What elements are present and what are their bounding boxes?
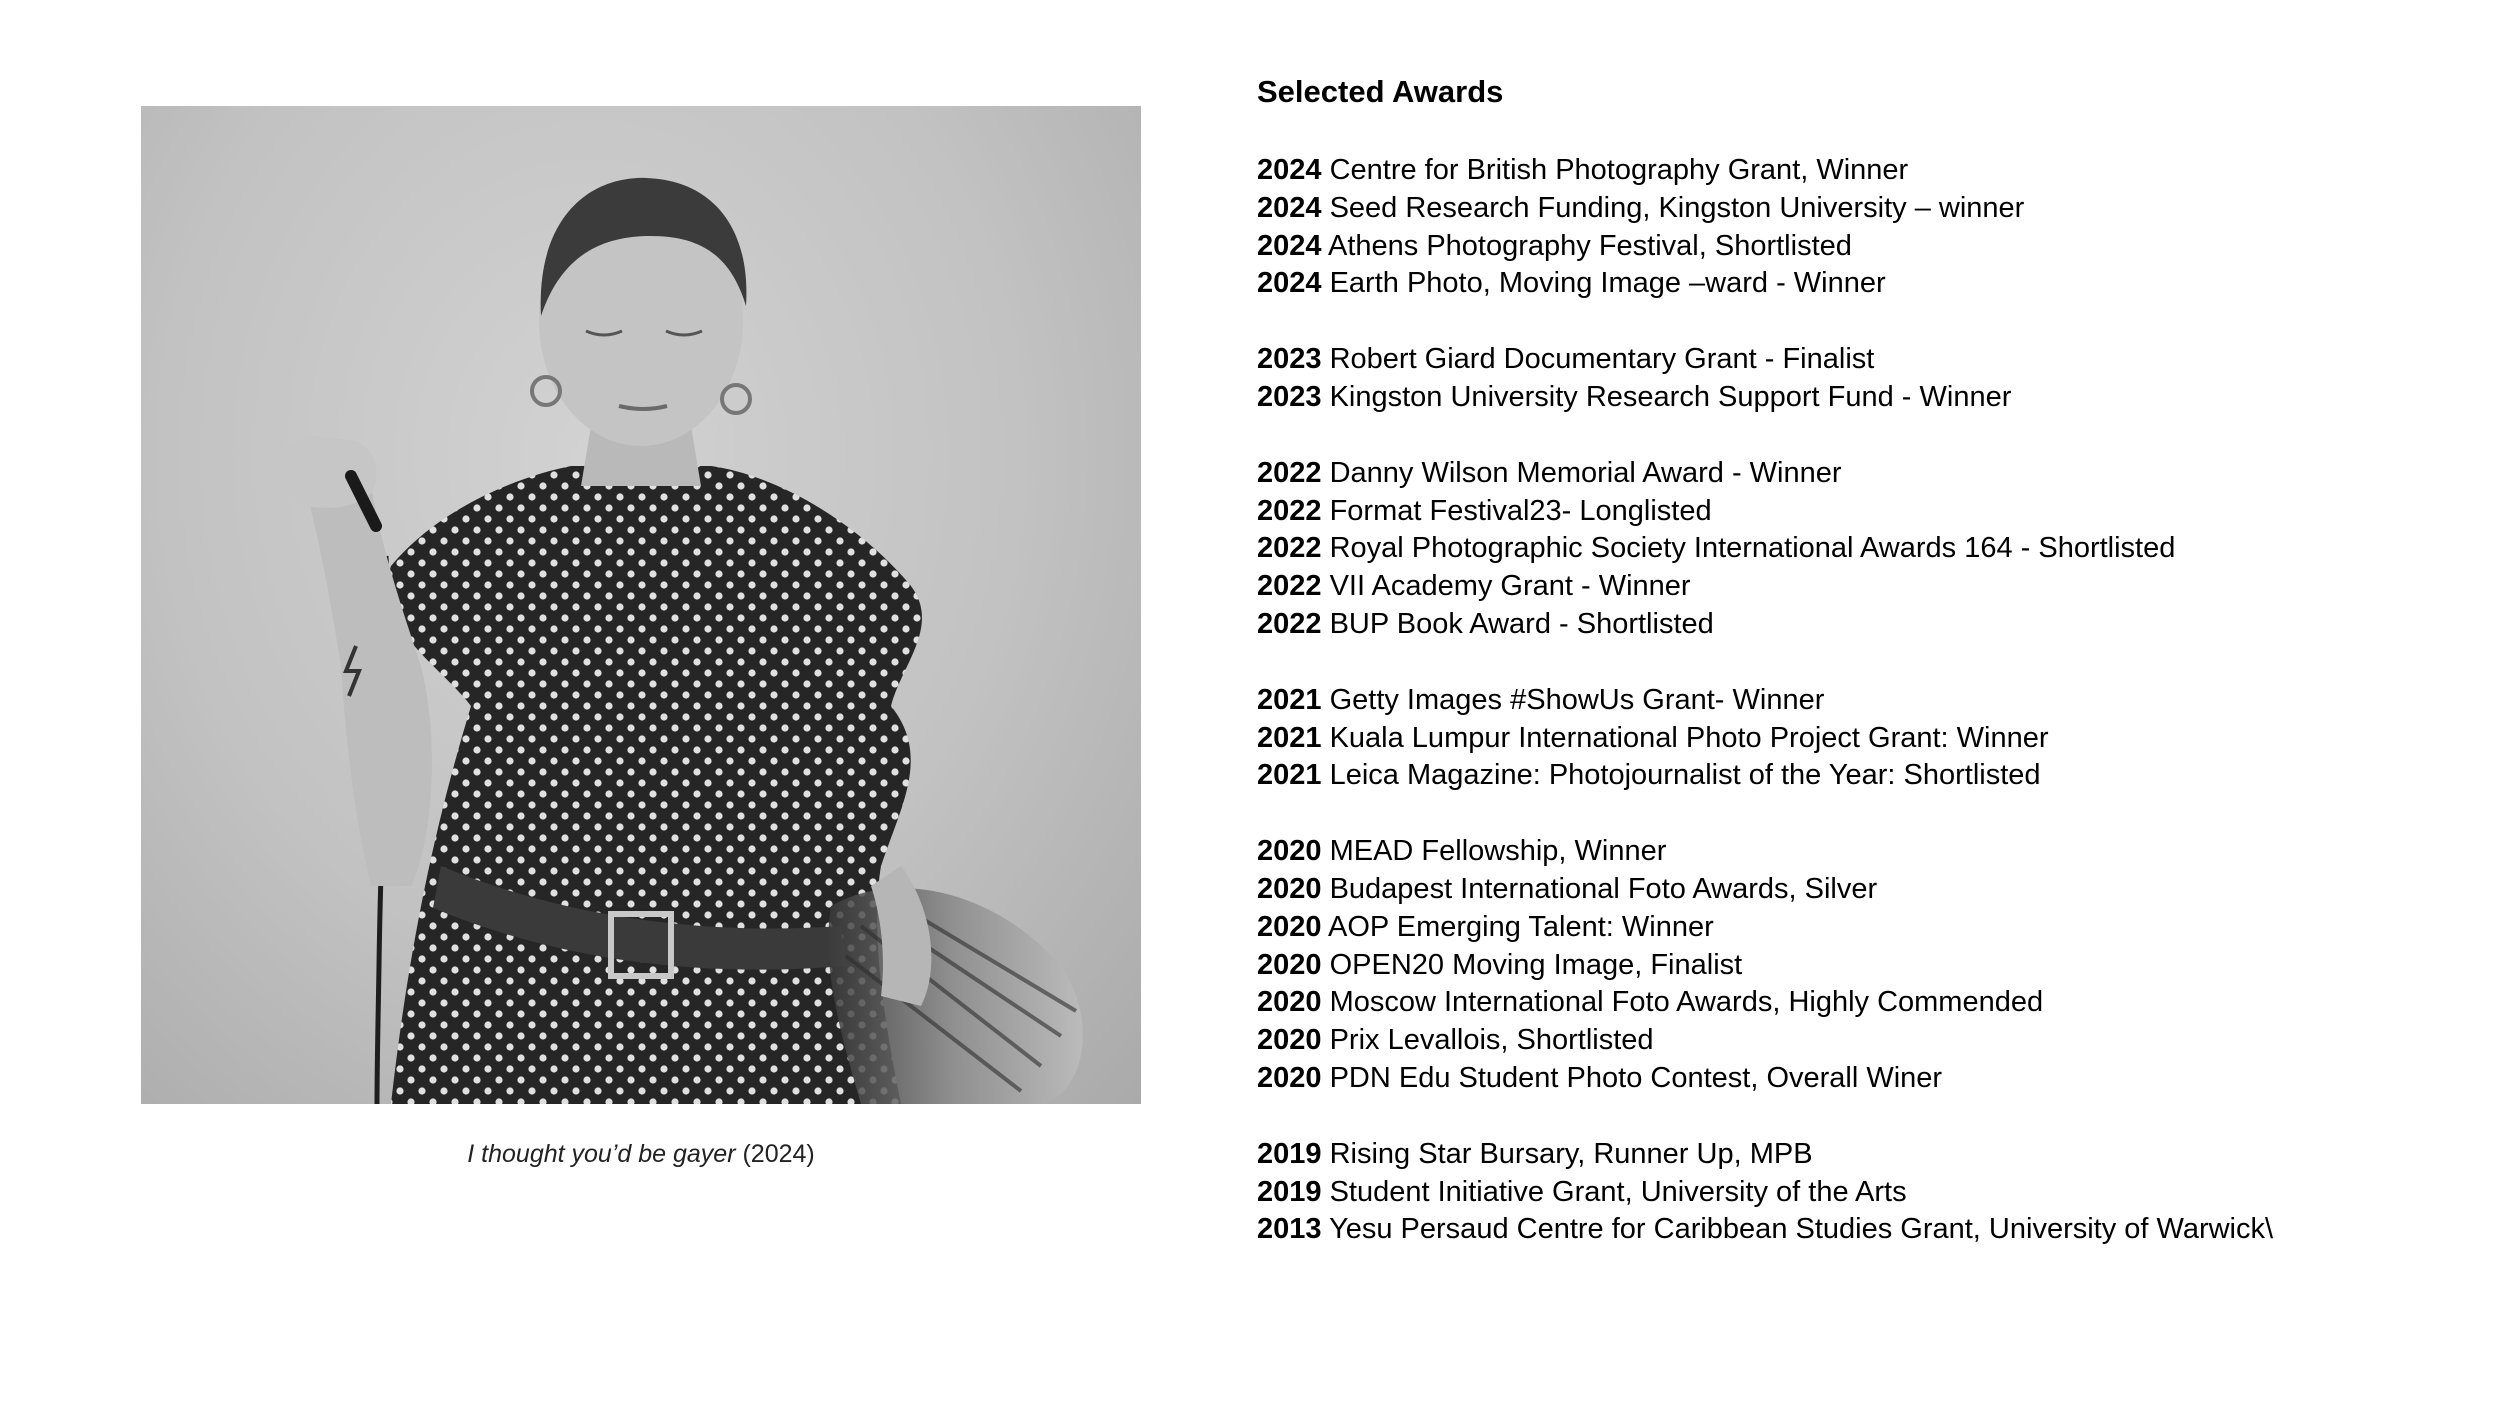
award-item — [1257, 152, 2477, 190]
award-item — [1257, 265, 2477, 303]
award-year: 2024 — [1257, 267, 1322, 300]
award-text: Format Festival23- Longlisted — [1329, 494, 1712, 527]
award-group-2020 — [1257, 833, 2477, 1098]
award-item — [1257, 568, 2477, 606]
award-year: 2022 — [1257, 494, 1322, 527]
award-text: Athens Photography Festival, Shortlisted — [1327, 229, 1852, 262]
award-text: Budapest International Foto Awards, Silver — [1329, 872, 1878, 905]
award-year: 2020 — [1257, 948, 1322, 981]
award-item — [1257, 1022, 2477, 1060]
award-text: Danny Wilson Memorial Award - Winner — [1329, 456, 1842, 489]
award-year: 2024 — [1257, 191, 1322, 224]
award-year: 2022 — [1257, 532, 1322, 565]
award-item — [1257, 1211, 2477, 1249]
award-text: Centre for British Photography Grant, Winner — [1329, 154, 1909, 186]
award-text: Student Initiative Grant, University of the Arts — [1329, 1175, 1907, 1208]
photo-caption — [141, 1140, 1141, 1169]
award-group-2024 — [1257, 152, 2477, 303]
award-year: 2024 — [1257, 154, 1322, 186]
award-text: Rising Star Bursary, Runner Up, MPB — [1329, 1137, 1813, 1170]
award-year: 2019 — [1257, 1137, 1322, 1170]
awards-section — [1257, 72, 2477, 1287]
award-item — [1257, 833, 2477, 871]
award-item — [1257, 1136, 2477, 1174]
award-year: 2020 — [1257, 872, 1322, 905]
award-year: 2019 — [1257, 1175, 1322, 1208]
award-text: Leica Magazine: Photojournalist of the Year: Shortlisted — [1329, 759, 2041, 792]
award-text: Royal Photographic Society International Awards 164 - Shortlisted — [1329, 532, 2176, 565]
award-year: 2022 — [1257, 607, 1322, 640]
award-year: 2021 — [1257, 683, 1322, 716]
award-text: VII Academy Grant - Winner — [1329, 570, 1691, 603]
award-item — [1257, 757, 2477, 795]
award-year: 2023 — [1257, 380, 1322, 413]
award-item — [1257, 228, 2477, 266]
award-item — [1257, 1060, 2477, 1098]
award-text: MEAD Fellowship, Winner — [1329, 835, 1667, 868]
award-year: 2021 — [1257, 721, 1322, 754]
award-item — [1257, 947, 2477, 985]
award-text: Moscow International Foto Awards, Highly Commended — [1329, 986, 2044, 1019]
award-group-2019 — [1257, 1136, 2477, 1249]
award-year: 2020 — [1257, 1024, 1322, 1057]
award-text: Getty Images #ShowUs Grant- Winner — [1329, 683, 1825, 716]
award-item — [1257, 190, 2477, 228]
award-item — [1257, 606, 2477, 644]
award-group-2022 — [1257, 455, 2477, 644]
award-year: 2020 — [1257, 910, 1322, 943]
award-item — [1257, 341, 2477, 379]
award-item — [1257, 720, 2477, 758]
award-text: Robert Giard Documentary Grant - Finalist — [1329, 343, 1875, 376]
award-item — [1257, 530, 2477, 568]
award-item — [1257, 909, 2477, 947]
award-text: Yesu Persaud Centre for Caribbean Studies Grant, University of Warwick\ — [1329, 1213, 2274, 1246]
award-item — [1257, 1174, 2477, 1212]
award-text: Seed Research Funding, Kingston University – winner — [1329, 191, 2025, 224]
award-year: 2020 — [1257, 835, 1322, 868]
award-item — [1257, 455, 2477, 493]
award-text: Kingston University Research Support Fund - Winner — [1329, 380, 2012, 413]
award-year: 2013 — [1257, 1213, 1322, 1246]
award-year: 2023 — [1257, 343, 1322, 376]
award-text: Kuala Lumpur International Photo Project Grant: Winner — [1329, 721, 2049, 754]
award-item — [1257, 682, 2477, 720]
award-year: 2024 — [1257, 229, 1322, 262]
award-group-2023 — [1257, 341, 2477, 417]
award-group-2021 — [1257, 682, 2477, 795]
award-item — [1257, 379, 2477, 417]
award-text: Prix Levallois, Shortlisted — [1329, 1024, 1654, 1057]
award-text: PDN Edu Student Photo Contest, Overall Winer — [1329, 1061, 1943, 1094]
award-text: BUP Book Award - Shortlisted — [1329, 607, 1714, 640]
award-text: Earth Photo, Moving Image –ward - Winner — [1329, 267, 1886, 300]
award-year: 2020 — [1257, 1061, 1322, 1094]
award-year: 2020 — [1257, 986, 1322, 1019]
award-text: AOP Emerging Talent: Winner — [1327, 910, 1714, 943]
portrait-illustration — [141, 106, 1141, 1104]
award-year: 2021 — [1257, 759, 1322, 792]
award-year: 2022 — [1257, 456, 1322, 489]
award-item — [1257, 984, 2477, 1022]
award-year: 2022 — [1257, 570, 1322, 603]
award-item — [1257, 871, 2477, 909]
awards-heading: Selected Awards — [1257, 74, 1504, 109]
caption-year: (2024) — [742, 1140, 815, 1168]
portrait-photo — [141, 106, 1141, 1104]
award-item — [1257, 493, 2477, 531]
award-text: OPEN20 Moving Image, Finalist — [1329, 948, 1743, 981]
caption-title: I thought you’d be gayer — [467, 1140, 736, 1168]
